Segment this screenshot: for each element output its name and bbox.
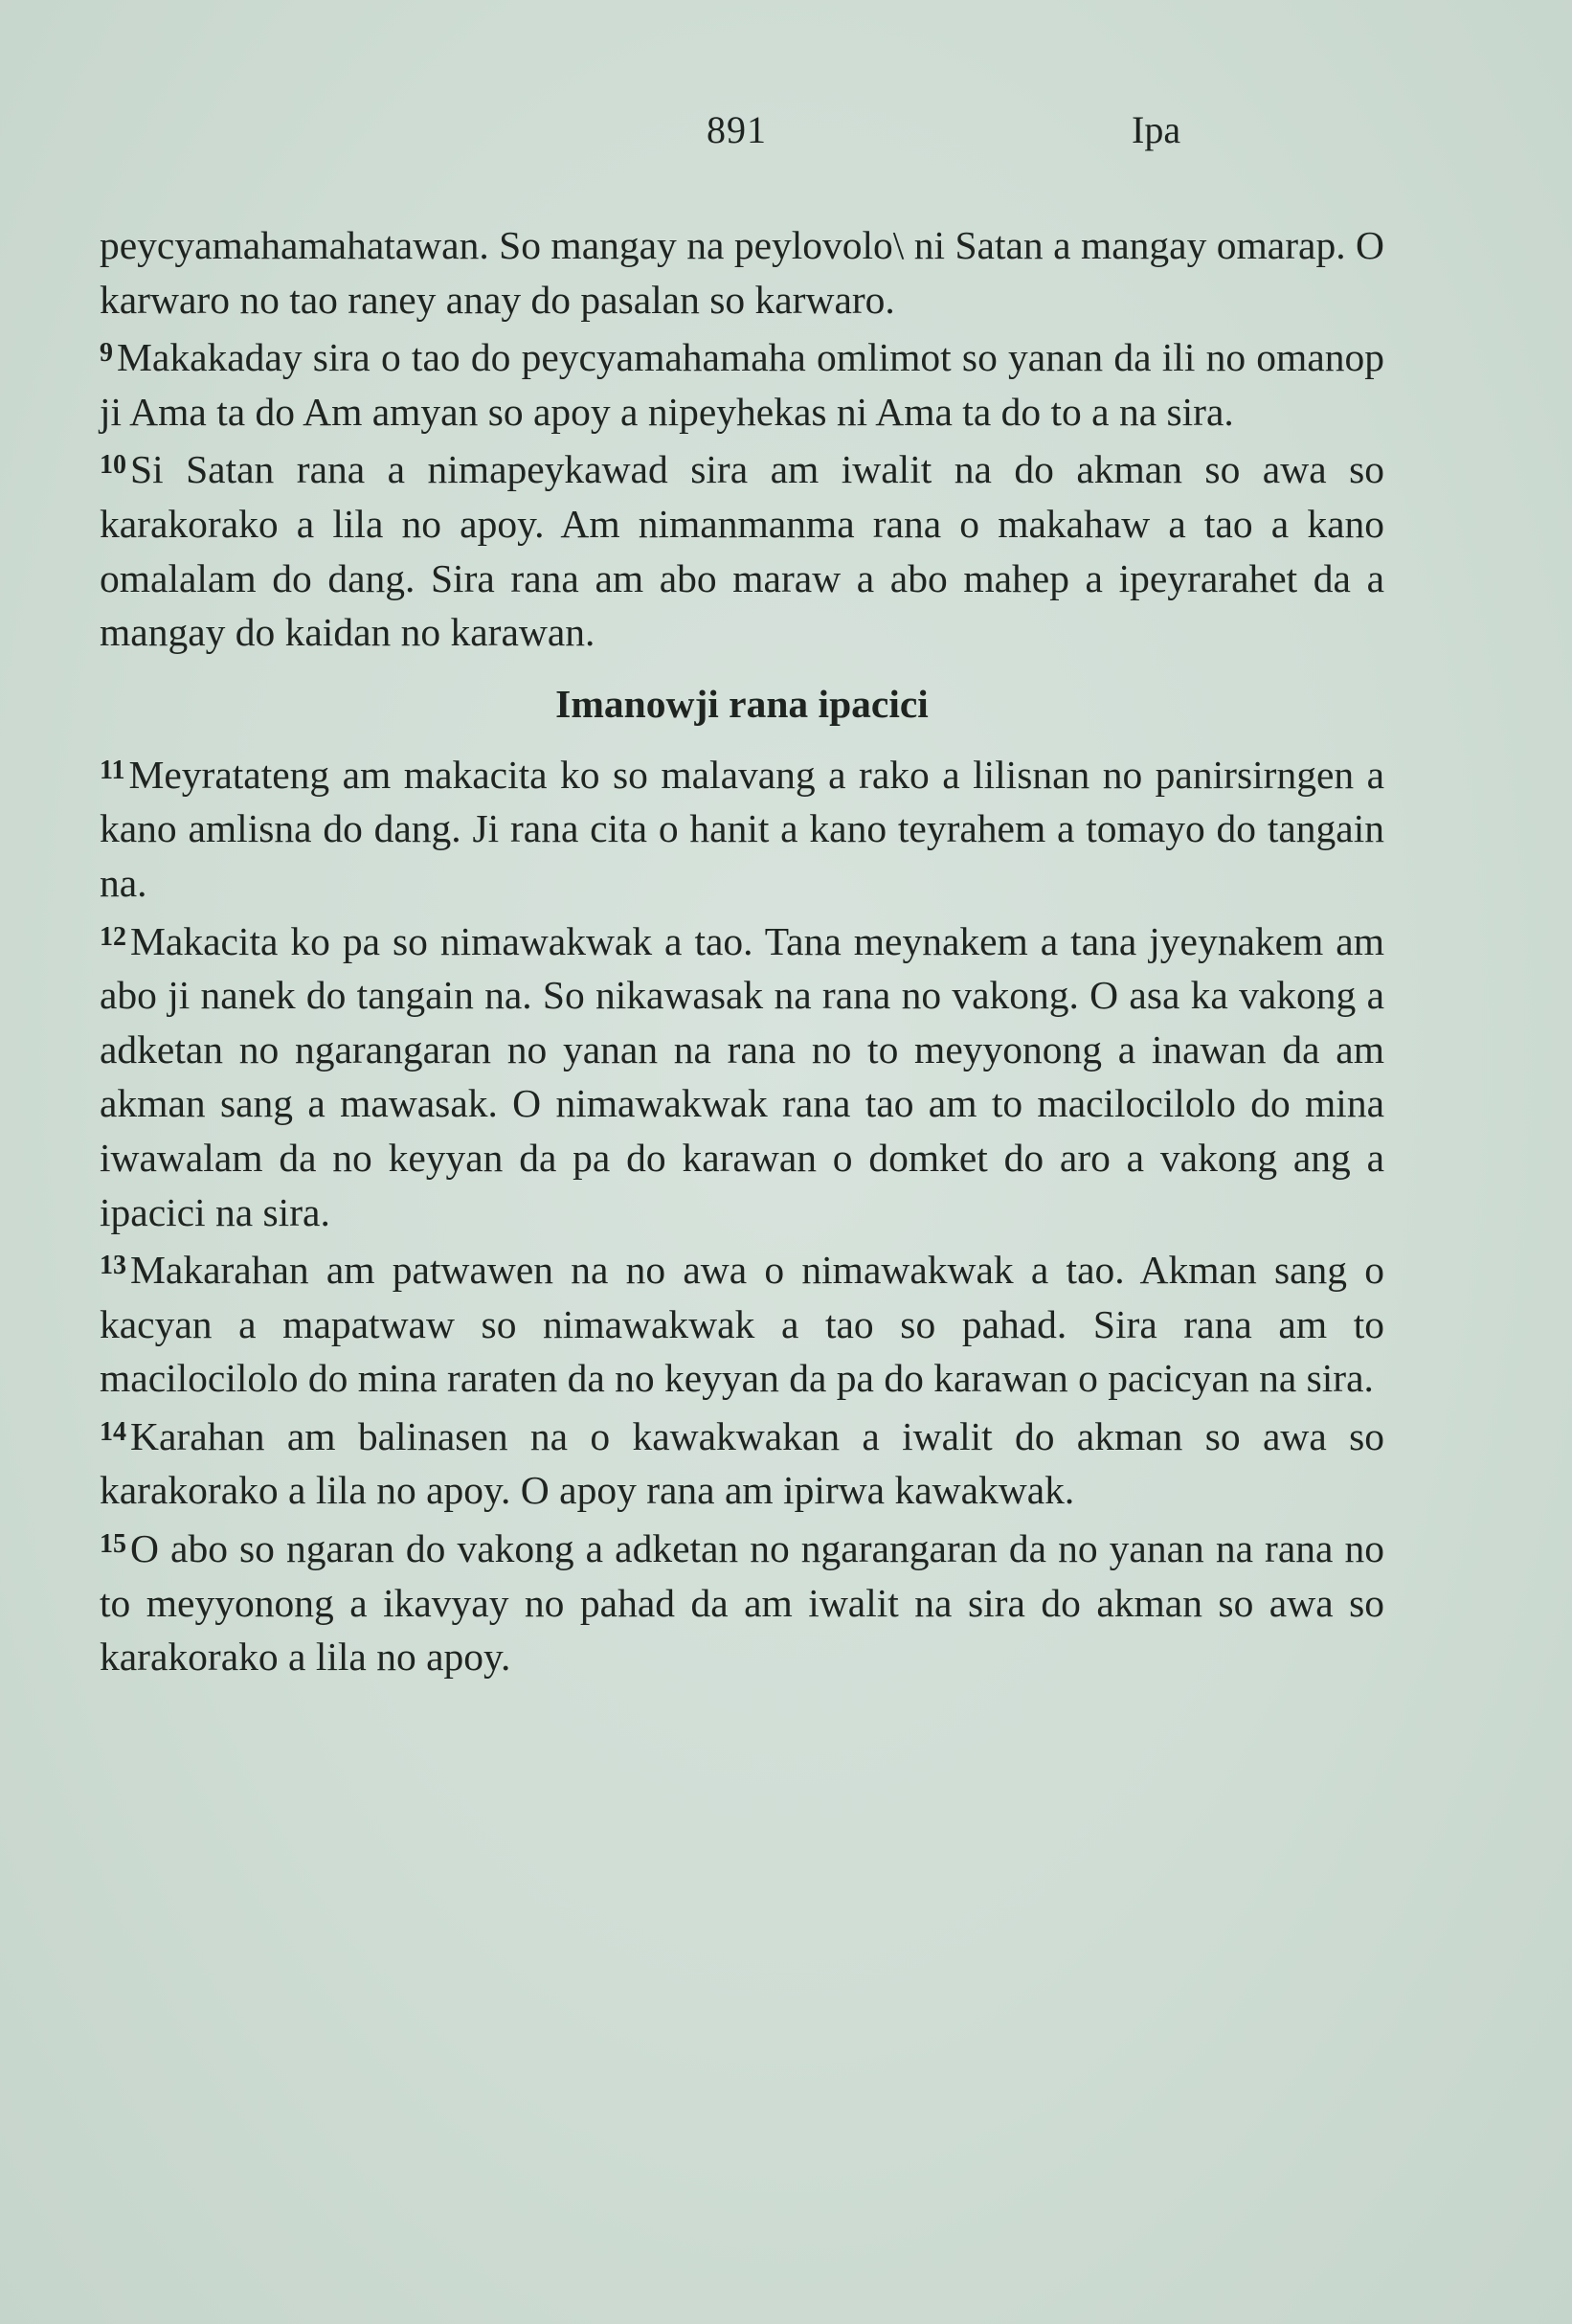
verse-text: Makakaday sira o tao do peycyamahamaha omlimot so yanan da ili no omanop ji Ama ta do Am amyan so apoy a nipeyhekas ni Ama ta do to a na sira. (100, 335, 1384, 434)
verse-text: Karahan am balinasen na o kawakwakan a iwalit do akman so awa so karakorako a lila no apoy. O apoy rana am ipirwa kawakwak. (100, 1413, 1384, 1513)
paragraph (100, 218, 1384, 327)
verse-text: Makacita ko pa so nimawakwak a tao. Tana meynakem a tana jyeynakem am abo ji nanek do tangain na. So nikawasak na rana no vakong. O asa ka vakong a adketan no ngarangaran no yanan na rana no to meyyonong a inawan da am akman sang a mawasak. O nimawakwak rana tao am to macilocilolo do mina iwawalam da no keyyan da pa do karawan o domket do aro a vakong ang a ipacici na sira. (100, 918, 1384, 1234)
verse-number: 15 (100, 1529, 126, 1560)
section-heading: Imanowji rana ipacici (555, 681, 929, 726)
verse-number: 13 (100, 1251, 126, 1281)
verse-paragraph (100, 327, 1384, 439)
verse-paragraph (100, 439, 1384, 659)
verse-paragraph (100, 1406, 1384, 1518)
running-title: Ipa (1132, 108, 1181, 151)
verse-text: Makarahan am patwawen na no awa o nimawakwak a tao. Akman sang o kacyan a mapatwaw so nimawakwak a tao so pahad. Sira rana am to macilocilolo do mina raraten da no keyyan da pa do karawan o pacicyan na sira. (100, 1248, 1384, 1401)
verse-number: 11 (100, 755, 125, 785)
verse-number: 9 (100, 338, 113, 369)
verse-number: 12 (100, 921, 126, 952)
verse-paragraph (100, 911, 1384, 1240)
verse-paragraph (100, 1518, 1384, 1684)
verse-text: O abo so ngaran do vakong a adketan no ngarangaran da no yanan na rana no to meyyonong a ikavyay no pahad da am iwalit na sira do akman so awa so karakorako a lila no apoy. (100, 1526, 1384, 1680)
paragraph-text: peycyamahamahatawan. So mangay na peylovolo\ ni Satan a mangay omarap. O karwaro no tao raney anay do pasalan so karwaro. (100, 223, 1384, 322)
page-number: 891 (707, 108, 767, 151)
verse-paragraph (100, 744, 1384, 911)
verse-number: 14 (100, 1416, 126, 1447)
verse-text: Si Satan rana a nimapeykawad sira am iwalit na do akman so awa so karakorako a lila no apoy. Am nimanmanma rana o makahaw a tao a kano omalalam do dang. Sira rana am abo maraw a abo mahep a ipeyrarahet da a mangay do kaidan no karawan. (100, 447, 1384, 655)
verse-paragraph (100, 1239, 1384, 1406)
running-head (0, 107, 1572, 155)
verse-number: 10 (100, 450, 126, 481)
verse-text: Meyratateng am makacita ko so malavang a rako a lilisnan no panirsirngen a kano amlisna do dang. Ji rana cita o hanit a kano teyrahem a tomayo do tangain na. (100, 752, 1384, 905)
text-body (100, 218, 1384, 1684)
